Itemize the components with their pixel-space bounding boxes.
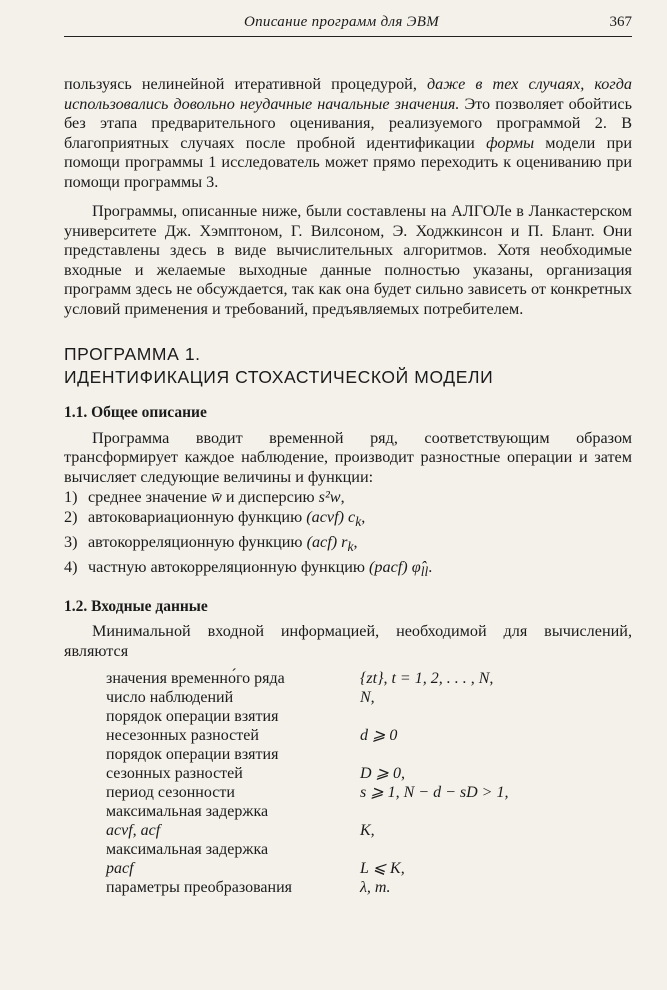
item-text: и дисперсию	[221, 488, 319, 506]
list-item	[64, 507, 632, 532]
item-subscript: ll	[420, 564, 429, 580]
item-text: .	[428, 558, 433, 577]
item-math: (acf) r	[306, 533, 348, 552]
parameter-row	[106, 821, 508, 840]
item-text: ,	[361, 508, 366, 526]
section-heading-input: 1.2. Входные данные	[64, 597, 208, 615]
parameter-row	[106, 783, 508, 802]
parameter-value	[360, 802, 508, 821]
parameter-row	[106, 878, 508, 897]
item-math: (pacf) φ̂	[369, 558, 421, 577]
page-number: 367	[609, 14, 632, 30]
parameter-label: порядок операции взятия	[106, 708, 279, 726]
parameter-value: s ⩾ 1, N − d − sD > 1,	[360, 784, 509, 802]
text-run: Это позволяет обойтись без этапа предварительного оценивания, реализуемого программой 2. В благоприятных случаях после пробной идентификации	[64, 94, 632, 152]
text-run-italic: даже в тех случаях, когда использовались довольно неудачные начальные значения.	[64, 75, 632, 113]
book-page	[64, 14, 632, 897]
item-number: 3)	[64, 533, 78, 552]
parameter-label: период сезонности	[106, 784, 235, 802]
section-intro: Программа вводит временной ряд, соответствующим образом трансформирует каждое наблюдение, производит разностные операции и затем вычисляет следующие величины и функции:	[64, 428, 632, 486]
item-number: 4)	[64, 558, 78, 577]
item-subscript: k	[355, 514, 362, 530]
parameter-label: параметры преобразования	[106, 879, 292, 897]
paragraph-authors: Программы, описанные ниже, были составлены на АЛГОЛе в Ланкастерском университете Дж. Хэмптоном, Г. Вилсоном, Э. Ходжкинсон и П. Блант. Они представлены здесь в виде вычислительных алгоритмов. Хотя необходимые входные и желаемые выходные данные полностью указаны, организация программ здесь не обсуждается, так как она будет сильно зависеть от конкретных условий применения и требований, предъявляемых потребителем.	[64, 202, 632, 318]
parameter-row	[106, 688, 508, 707]
parameter-label: acvf, acf	[106, 822, 161, 840]
parameter-value: N,	[360, 689, 375, 707]
item-text: автоковариационную функцию	[88, 508, 307, 526]
parameter-value: D ⩾ 0,	[360, 765, 405, 783]
parameter-row	[106, 745, 508, 764]
parameter-row	[106, 669, 508, 688]
quantities-list	[64, 487, 632, 583]
parameter-label: максимальная задержка	[106, 841, 269, 859]
parameter-value	[360, 745, 508, 764]
item-text: автокорреляционную функцию	[88, 533, 307, 552]
paragraph-continuation	[64, 75, 632, 192]
parameter-value: λ, m.	[360, 879, 391, 897]
program-heading-line2: ИДЕНТИФИКАЦИЯ СТОХАСТИЧЕСКОЙ МОДЕЛИ	[64, 367, 494, 387]
item-text: ,	[340, 488, 345, 506]
program-heading-line1: ПРОГРАММА 1.	[64, 344, 201, 364]
input-parameters-table	[106, 669, 508, 897]
text-run-italic: формы	[486, 133, 535, 152]
program-heading	[64, 343, 632, 389]
text-run: модели при помощи программы 1 исследователь может прямо переходить к оцениванию при помощи программы 3.	[64, 133, 633, 191]
parameter-label: значения временно́го ряда	[106, 670, 285, 688]
parameter-value: {zt}, t = 1, 2, . . . , N,	[360, 670, 494, 688]
parameter-value	[360, 707, 508, 726]
running-title: Описание программ для ЭВМ	[244, 14, 440, 30]
item-math: s²w	[318, 488, 341, 506]
parameter-row	[106, 840, 508, 859]
item-subscript: k	[347, 539, 354, 555]
parameter-label: несезонных разностей	[106, 727, 259, 745]
parameter-label: порядок операции взятия	[106, 746, 279, 764]
item-math: (acvf) c	[306, 508, 356, 526]
parameter-row	[106, 802, 508, 821]
page-body	[64, 75, 632, 897]
text-run: пользуясь нелинейной итеративной процедурой,	[64, 75, 427, 93]
list-item	[64, 487, 632, 507]
item-math: w̄	[211, 488, 222, 506]
item-number: 1)	[64, 488, 78, 506]
item-text: среднее значение	[88, 488, 212, 506]
parameter-value	[360, 840, 508, 859]
item-text: частную автокорреляционную функцию	[88, 558, 370, 577]
parameter-row	[106, 707, 508, 726]
parameter-value: K,	[360, 822, 375, 840]
parameter-row	[106, 726, 508, 745]
parameter-row	[106, 764, 508, 783]
parameter-label: число наблюдений	[106, 689, 234, 707]
item-text: ,	[353, 533, 358, 552]
parameter-label: сезонных разностей	[106, 765, 243, 783]
parameter-value: d ⩾ 0	[360, 727, 398, 745]
input-intro: Минимальной входной информацией, необходимой для вычислений, являются	[64, 622, 632, 660]
parameter-label: максимальная задержка	[106, 803, 269, 821]
parameter-value: L ⩽ K,	[360, 860, 405, 878]
parameter-row	[106, 859, 508, 878]
item-number: 2)	[64, 508, 78, 526]
section-heading-general: 1.1. Общее описание	[64, 404, 207, 421]
list-item	[64, 557, 632, 582]
list-item	[64, 532, 632, 557]
parameter-label: pacf	[106, 860, 134, 878]
running-header	[64, 14, 632, 37]
